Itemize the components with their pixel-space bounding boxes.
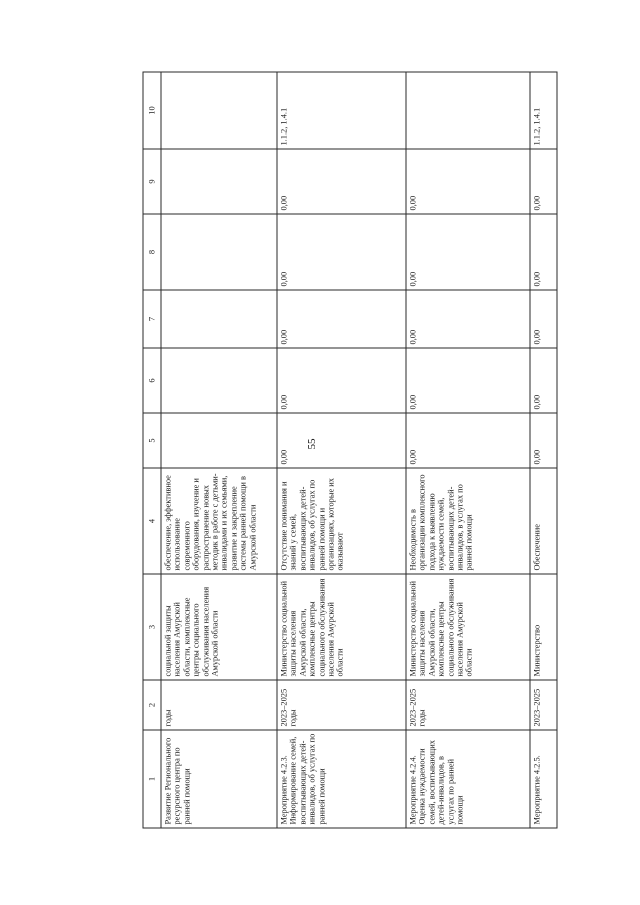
header-cell: 3 — [143, 574, 161, 680]
table-cell — [161, 149, 277, 214]
header-cell: 4 — [143, 468, 161, 574]
table-row — [277, 72, 406, 828]
table-cell: 0,00 — [530, 149, 557, 214]
table-cell: 0,00 — [277, 348, 406, 413]
header-cell: 6 — [143, 348, 161, 413]
table-cell — [161, 290, 277, 348]
table-cell — [406, 72, 530, 149]
table-cell: Мероприятие 4.2.3. Информирование семей, воспитывающих детей-инвалидов, об услугах по ранней помощи — [277, 730, 406, 828]
table-cell: 1.1.2, 1.4.1 — [277, 72, 406, 149]
table-row — [161, 72, 277, 828]
header-cell: 5 — [143, 413, 161, 468]
table-cell: 0,00 — [530, 348, 557, 413]
table-cell: 0,00 — [530, 214, 557, 290]
table-cell: 2023–2025 — [530, 680, 557, 730]
table-cell: Необходимость в организации комплексного подхода к выявлению нуждаемости семей, воспитывающих детей-инвалидов, в услугах по ранней помощи — [406, 468, 530, 574]
header-cell: 8 — [143, 214, 161, 290]
table-cell: социальной защиты населения Амурской области, комплексные центры социального обслуживания населения Амурской области — [161, 574, 277, 680]
table-cell: 0,00 — [406, 290, 530, 348]
program-measures-table — [143, 72, 558, 829]
page-number: 55 — [306, 438, 318, 450]
table-cell: 0,00 — [406, 214, 530, 290]
header-row — [143, 72, 161, 828]
table-cell: Мероприятие 4.2.5. — [530, 730, 557, 828]
table-cell: Министерство социальной защиты населения Амурской области, комплексные центры социального обслуживания населения Амурской области — [406, 574, 530, 680]
table-cell: Министерство социальной защиты населения Амурской области, комплексные центры социального обслуживания населения Амурской области — [277, 574, 406, 680]
table-cell: Министерство — [530, 574, 557, 680]
table-cell — [161, 348, 277, 413]
table-cell — [161, 72, 277, 149]
table-cell: 0,00 — [406, 413, 530, 468]
table-cell: обеспечение, эффективное использование современного оборудования, изучение и распространение новых методик в работе с детьми-инвалидами и их семьями, развитие и закрепление системы ранней помощи в Амурской области — [161, 468, 277, 574]
table-cell: Мероприятие 4.2.4. Оценка нуждаемости семей, воспитывающих детей-инвалидов, в услугах по ранней помощи — [406, 730, 530, 828]
table-cell: 0,00 — [406, 149, 530, 214]
table-cell: 0,00 — [277, 149, 406, 214]
table-cell: 0,00 — [277, 214, 406, 290]
table-cell: годы — [161, 680, 277, 730]
table-cell: 0,00 — [277, 413, 406, 468]
table-cell: 0,00 — [530, 290, 557, 348]
table-cell: Обеспечение — [530, 468, 557, 574]
table-cell: 0,00 — [277, 290, 406, 348]
table-cell: Отсутствие понимания и знаний у семей, воспитывающих детей-инвалидов, об услугах по ранней помощи и организациях, которые их оказывают — [277, 468, 406, 574]
header-cell: 10 — [143, 72, 161, 149]
header-cell: 7 — [143, 290, 161, 348]
table-cell — [161, 413, 277, 468]
table-cell — [161, 214, 277, 290]
header-cell: 1 — [143, 730, 161, 828]
table-cell: 0,00 — [406, 348, 530, 413]
table-cell: Развитие Регионального ресурсного центра по ранней помощи — [161, 730, 277, 828]
header-cell: 9 — [143, 149, 161, 214]
table-cell: 0,00 — [530, 413, 557, 468]
table-row — [406, 72, 530, 828]
table-cell: 1.1.2, 1.4.1 — [530, 72, 557, 149]
table-cell: 2023–2025 годы — [277, 680, 406, 730]
header-cell: 2 — [143, 680, 161, 730]
table-cell: 2023–2025 годы — [406, 680, 530, 730]
rotated-table-wrapper — [143, 72, 558, 829]
table-row — [530, 72, 557, 828]
